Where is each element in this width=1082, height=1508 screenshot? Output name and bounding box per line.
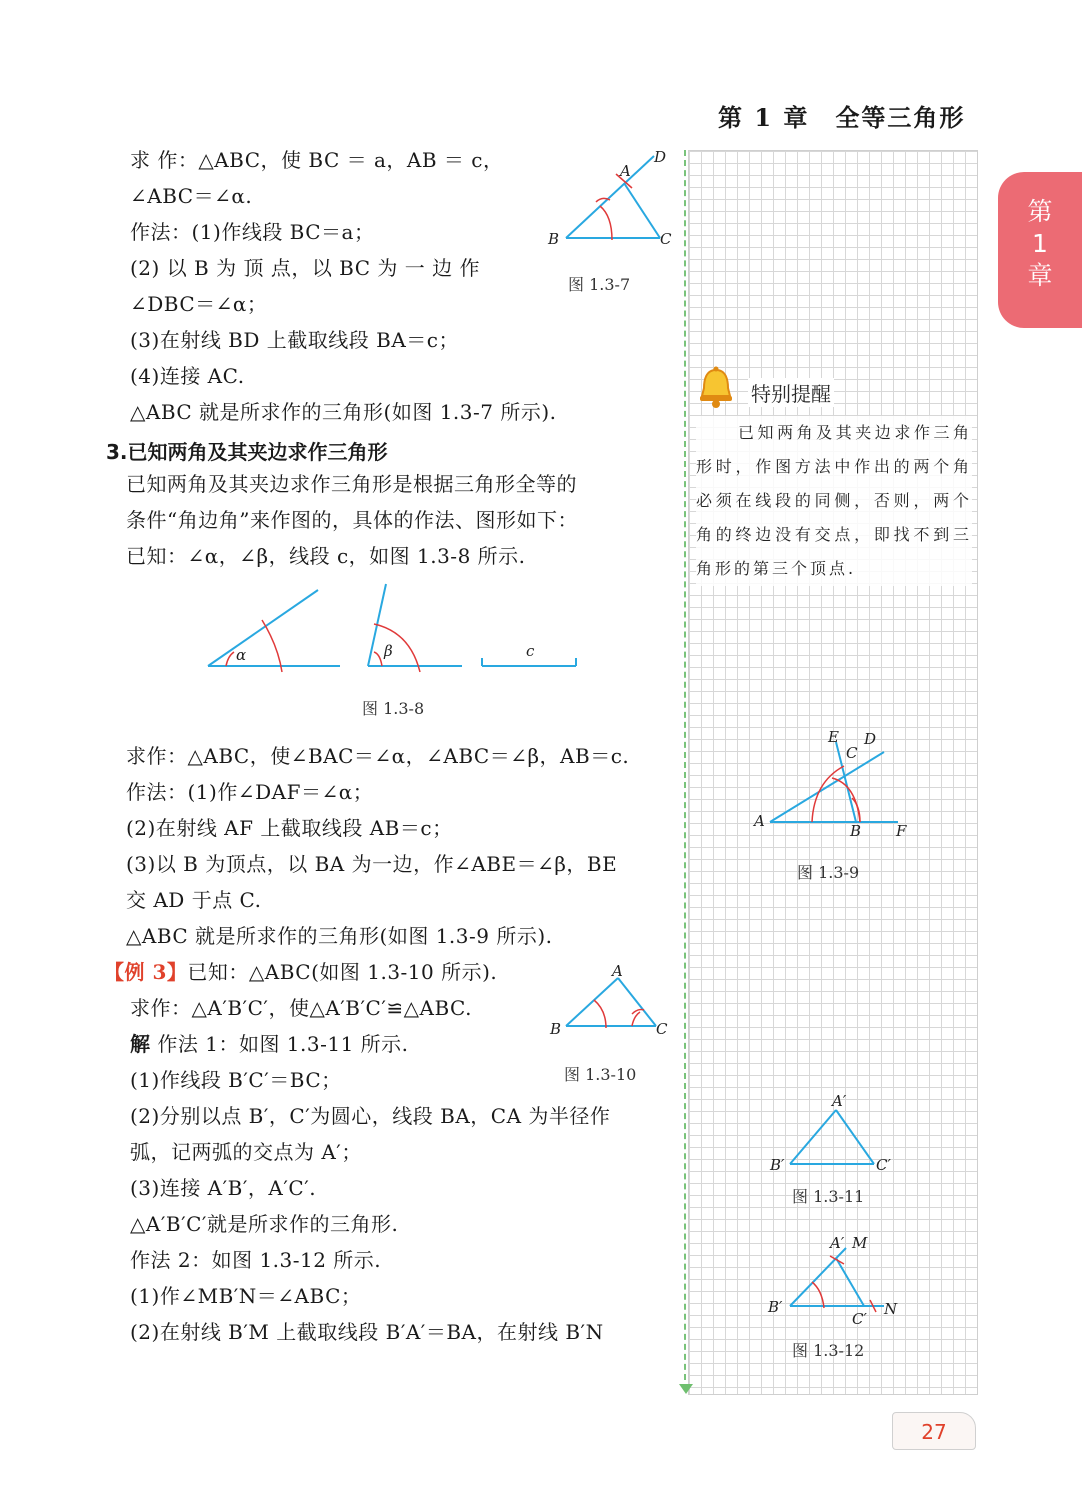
- tab-line-3: 章: [1027, 261, 1053, 290]
- figure-caption: 图 1.3-12: [792, 1341, 865, 1360]
- text-line: (4)连接 AC.: [130, 364, 245, 388]
- figure-caption: 图 1.3-11: [792, 1187, 865, 1206]
- label-B: B: [548, 230, 560, 248]
- chapter-tab[interactable]: [998, 172, 1082, 328]
- label-A: A: [612, 962, 623, 980]
- tab-line-2: 1: [1032, 229, 1048, 258]
- text-line: 交 AD 于点 C.: [126, 888, 262, 912]
- text-line: (2)在射线 B′M 上截取线段 B′A′＝BA，在射线 B′N: [130, 1320, 604, 1344]
- text-line: 已知：△ABC(如图 1.3-10 所示).: [187, 960, 498, 984]
- figure-caption: 图 1.3-7: [568, 275, 631, 294]
- chevron-down-icon: [679, 1384, 693, 1394]
- text-line: (3)在射线 BD 上截取线段 BA＝c；: [130, 328, 459, 352]
- label-A: A: [620, 162, 631, 180]
- label-D: D: [864, 730, 877, 748]
- solution-label: 解: [130, 1032, 151, 1056]
- text-line: 作法：(1)作线段 BC＝a；: [130, 220, 375, 244]
- figure-1-3-12: [766, 1234, 916, 1334]
- figure-1-3-8: [200, 580, 590, 680]
- label-A: A: [754, 812, 765, 830]
- label-N: N: [884, 1300, 898, 1318]
- label-D: D: [654, 148, 667, 166]
- label-beta: β: [384, 642, 393, 660]
- label-M: M: [852, 1234, 868, 1252]
- text-line: (3)以 B 为顶点，以 BA 为一边，作∠ABE＝∠β，BE: [126, 852, 618, 876]
- label-c: c: [526, 642, 535, 660]
- label-F: F: [896, 822, 907, 840]
- figure-1-3-11: [768, 1088, 908, 1178]
- label-C: C: [660, 230, 672, 248]
- text-line: (1)作线段 B′C′＝BC；: [130, 1068, 342, 1092]
- label-C-prime: C′: [852, 1310, 867, 1328]
- label-B-prime: B′: [768, 1298, 783, 1316]
- text-line: 求 作：△ABC，使 BC ＝ a，AB ＝ c，: [130, 148, 504, 172]
- label-C: C: [656, 1020, 668, 1038]
- text-line: (2)在射线 AF 上截取线段 AB＝c；: [126, 816, 453, 840]
- text-line: 求作：△ABC，使∠BAC＝∠α，∠ABC＝∠β，AB＝c.: [126, 744, 630, 768]
- label-alpha: α: [236, 646, 247, 664]
- text-line: ∠ABC＝∠α.: [130, 184, 253, 208]
- text-line: △A′B′C′就是所求作的三角形.: [130, 1212, 399, 1236]
- text-line: (2)分别以点 B′，C′为圆心，线段 BA，CA 为半径作: [130, 1104, 611, 1128]
- text-line: 条件“角边角”来作图的，具体的作法、图形如下：: [126, 508, 578, 532]
- text-line: 作法：(1)作∠DAF＝∠α；: [126, 780, 374, 804]
- label-B: B: [850, 822, 862, 840]
- label-B-prime: B′: [770, 1156, 785, 1174]
- example-label: 【例 3】: [104, 960, 188, 984]
- label-B: B: [550, 1020, 562, 1038]
- label-C: C: [846, 744, 858, 762]
- text-line: 已知两角及其夹边求作三角形是根据三角形全等的: [126, 472, 577, 496]
- figure-caption: 图 1.3-9: [797, 863, 860, 882]
- label-E: E: [828, 728, 839, 746]
- text-line: △ABC 就是所求作的三角形(如图 1.3-7 所示).: [130, 400, 557, 424]
- note-body: 已知两角及其夹边求作三角形时，作图方法中作出的两个角必须在线段的同侧，否则，两个角的终边没有交点，即找不到三角形的第三个顶点.: [696, 416, 972, 586]
- text-line: (3)连接 A′B′，A′C′.: [130, 1176, 317, 1200]
- text-line: (2) 以 B 为 顶 点，以 BC 为 一 边 作: [130, 256, 480, 280]
- text-line: 已知：∠α，∠β，线段 c，如图 1.3-8 所示.: [126, 544, 526, 568]
- figure-1-3-9: [748, 726, 918, 846]
- section-heading: 3.已知两角及其夹边求作三角形: [106, 440, 388, 464]
- tab-line-1: 第: [1027, 197, 1053, 226]
- label-C-prime: C′: [876, 1156, 891, 1174]
- text-line: 作法 1：如图 1.3-11 所示.: [150, 1032, 409, 1056]
- text-line: 弧，记两弧的交点为 A′；: [130, 1140, 362, 1164]
- text-line: 作法 2：如图 1.3-12 所示.: [130, 1248, 382, 1272]
- figure-caption: 图 1.3-10: [564, 1065, 637, 1084]
- label-A-prime: A′: [830, 1234, 845, 1252]
- text-line: (1)作∠MB′N＝∠ABC；: [130, 1284, 362, 1308]
- figure-1-3-7: [540, 140, 690, 270]
- figure-1-3-10: [548, 962, 678, 1046]
- chapter-title: 第 1 章 全等三角形: [718, 103, 966, 132]
- figure-caption: 图 1.3-8: [362, 699, 425, 718]
- text-line: ∠DBC＝∠α；: [130, 292, 268, 316]
- text-line: △ABC 就是所求作的三角形(如图 1.3-9 所示).: [126, 924, 553, 948]
- note-title: 特别提醒: [748, 378, 834, 407]
- bell-icon: [696, 366, 736, 410]
- page-number: 27: [892, 1412, 976, 1450]
- label-A-prime: A′: [832, 1092, 847, 1110]
- column-divider: [684, 150, 686, 1390]
- text-line: 求作：△A′B′C′，使△A′B′C′≌△ABC.: [130, 996, 472, 1020]
